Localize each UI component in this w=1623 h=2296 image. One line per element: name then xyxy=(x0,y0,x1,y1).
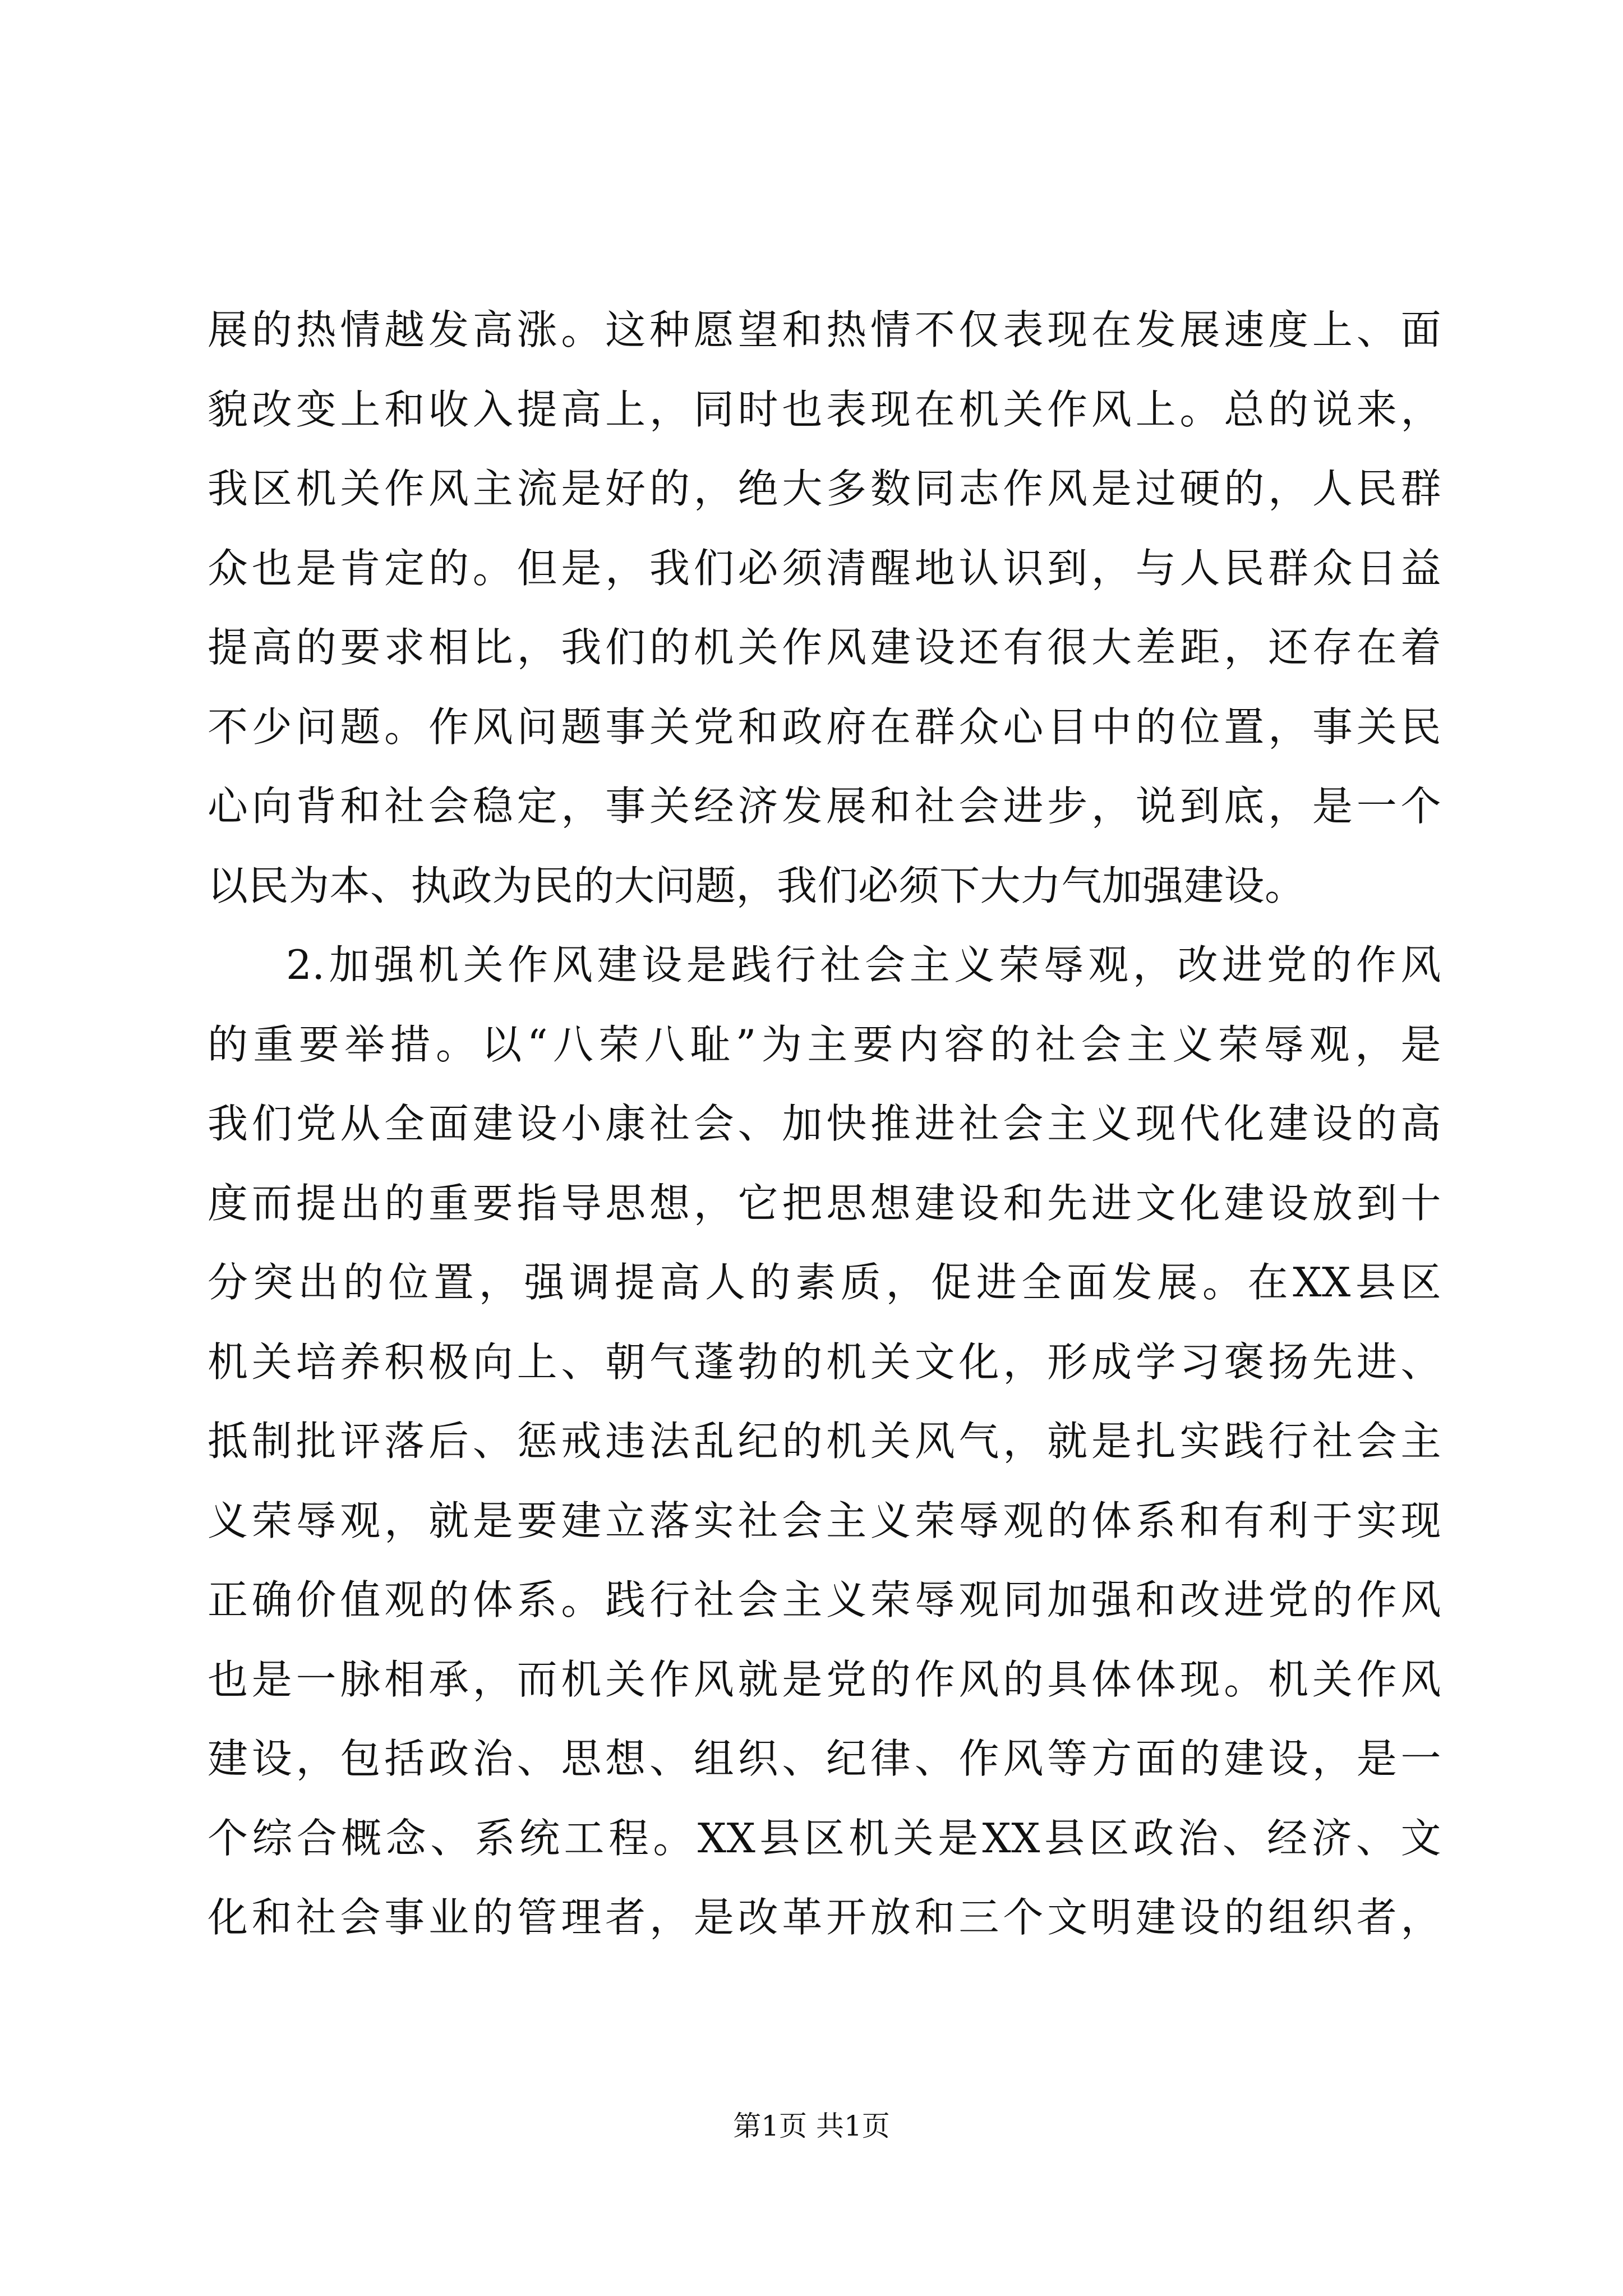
page-number: 第1页 共1页 xyxy=(733,2110,890,2142)
text-line: 以民为本、执政为民的大问题，我们必须下大力气加强建设。 xyxy=(208,862,1306,909)
text-line: 貌改变上和收入提高上，同时也表现在机关作风上。总的说来， xyxy=(208,385,1441,433)
text-line: 分突出的位置，强调提高人的素质，促进全面发展。在XX县区 xyxy=(208,1259,1441,1306)
text-line: 个综合概念、系统工程。XX县区机关是XX县区政治、经济、文 xyxy=(208,1814,1441,1862)
text-line: 也是一脉相承，而机关作风就是党的作风的具体体现。机关作风 xyxy=(208,1655,1441,1703)
text-line: 我区机关作风主流是好的，绝大多数同志作风是过硬的，人民群 xyxy=(208,465,1441,512)
text-line: 抵制批评落后、惩戒违法乱纪的机关风气，就是扎实践行社会主 xyxy=(208,1418,1441,1465)
text-line: 度而提出的重要指导思想，它把思想建设和先进文化建设放到十 xyxy=(208,1179,1441,1227)
text-line: 化和社会事业的管理者，是改革开放和三个文明建设的组织者， xyxy=(208,1894,1441,1941)
body-text xyxy=(208,291,1441,1958)
text-line: 不少问题。作风问题事关党和政府在群众心目中的位置，事关民 xyxy=(208,703,1441,751)
text-line: 义荣辱观，就是要建立落实社会主义荣辱观的体系和有利于实现 xyxy=(208,1497,1441,1544)
text-line: 心向背和社会稳定，事关经济发展和社会进步，说到底，是一个 xyxy=(208,783,1441,830)
text-line: 建设，包括政治、思想、组织、纪律、作风等方面的建设，是一 xyxy=(208,1735,1441,1782)
text-line: 正确价值观的体系。践行社会主义荣辱观同加强和改进党的作风 xyxy=(208,1576,1441,1623)
text-line: 机关培养积极向上、朝气蓬勃的机关文化，形成学习褒扬先进、 xyxy=(208,1338,1441,1386)
text-line: 众也是肯定的。但是，我们必须清醒地认识到，与人民群众日益 xyxy=(208,544,1441,592)
text-line: 的重要举措。以“八荣八耻”为主要内容的社会主义荣辱观，是 xyxy=(208,1020,1441,1068)
text-line: 2.加强机关作风建设是践行社会主义荣辱观，改进党的作风 xyxy=(286,941,1441,988)
page-footer xyxy=(0,2109,1623,2143)
text-line: 提高的要求相比，我们的机关作风建设还有很大差距，还存在着 xyxy=(208,624,1441,671)
text-line: 我们党从全面建设小康社会、加快推进社会主义现代化建设的高 xyxy=(208,1100,1441,1147)
text-line: 展的热情越发高涨。这种愿望和热情不仅表现在发展速度上、面 xyxy=(208,306,1441,353)
